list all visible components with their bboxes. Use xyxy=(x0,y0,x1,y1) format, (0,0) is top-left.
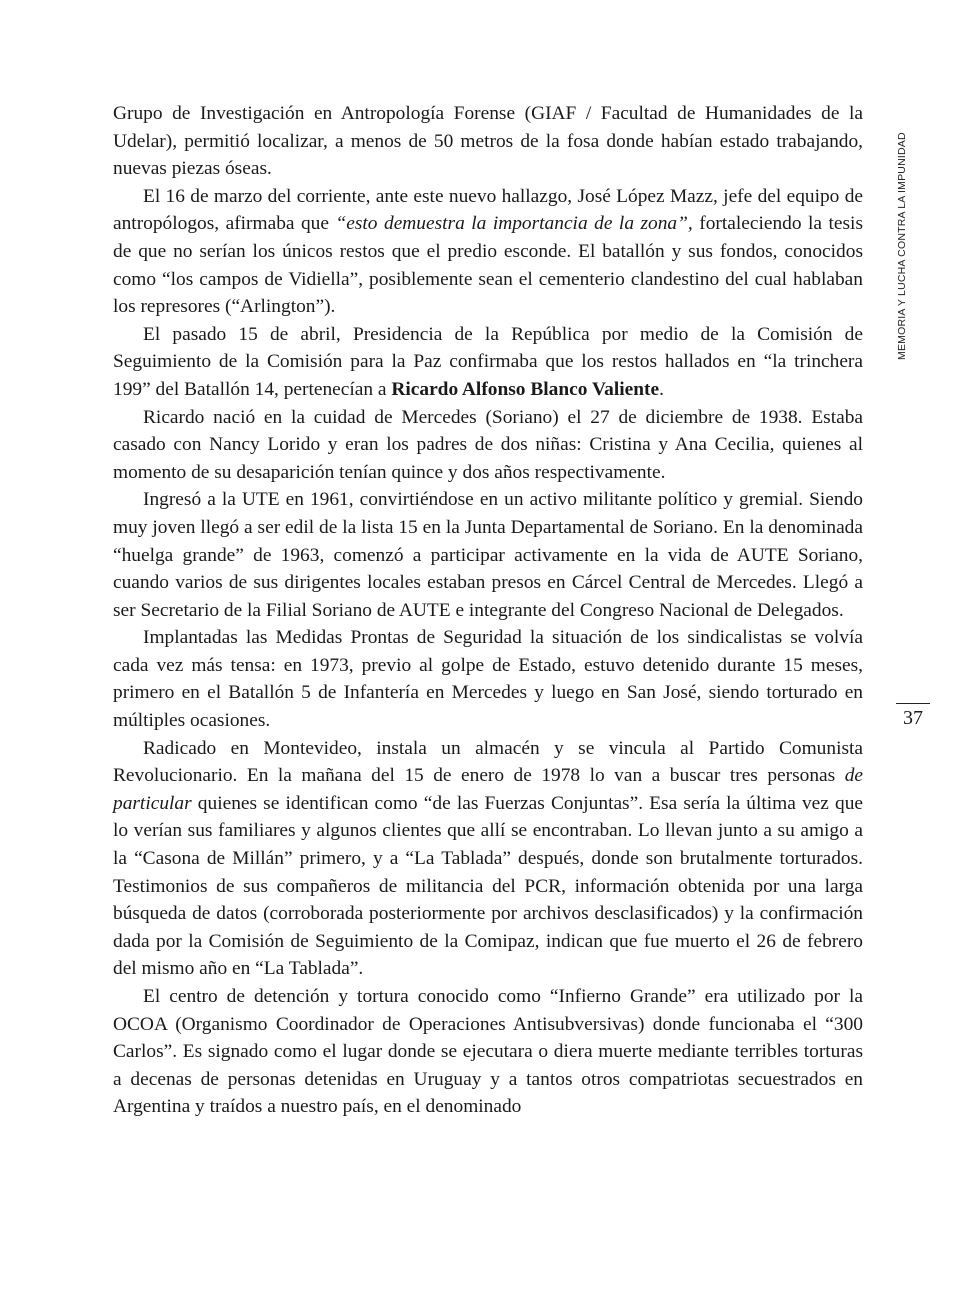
paragraph-2-quote: “esto demuestra la importancia de la zona”, xyxy=(335,213,693,235)
paragraph-2-text-after: fortaleciendo la tesis de que no serían los únicos restos que el predio esconde. El batallón y sus fondos, conocidos como “los campos de Vidiella”, posiblemente sean el cementerio clandestino del cual hablaban los represores (“Arlington”). xyxy=(113,213,863,318)
paragraph-3 xyxy=(113,321,863,404)
paragraph-1-text: Grupo de Investigación en Antropología Forense (GIAF / Facultad de Humanidades de la Udelar), permitió localizar, a menos de 50 metros de la fosa donde habían estado trabajando, nuevas piezas óseas. xyxy=(113,103,863,180)
paragraph-8 xyxy=(113,983,863,1121)
paragraph-7-text-after: quienes se identifican como “de las Fuerzas Conjuntas”. Esa sería la última vez que lo verían sus familiares y algunos clientes que allí se encontraban. Lo llevan junto a su amigo a la “Casona de Millán” primero, y a “La Tablada” después, donde son brutalmente torturados. Testimonios de sus compañeros de militancia del PCR, información obtenida por una larga búsqueda de datos (corroborada posteriormente por archivos desclasificados) y la confirmación dada por la Comisión de Seguimiento de la Comipaz, indican que fue muerto el 26 de febrero del mismo año en “La Tablada”. xyxy=(113,792,863,980)
folio-rule xyxy=(896,703,930,704)
body-text xyxy=(113,100,863,1121)
victim-name: Ricardo Alfonso Blanco Valiente xyxy=(391,378,660,400)
paragraph-2 xyxy=(113,183,863,321)
paragraph-4 xyxy=(113,404,863,487)
paragraph-4-text: Ricardo nació en la cuidad de Mercedes (Soriano) el 27 de diciembre de 1938. Estaba casado con Nancy Lorido y eran los padres de dos niñas: Cristina y Ana Cecilia, quienes al momento de su desaparición tenían quince y dos años respectivamente. xyxy=(113,406,863,483)
paragraph-6 xyxy=(113,624,863,734)
page-number: 37 xyxy=(903,707,923,729)
running-head: MEMORIA Y LUCHA CONTRA LA IMPUNIDAD xyxy=(896,132,908,360)
paragraph-7-italic: de particular xyxy=(113,765,863,814)
paragraph-3-text-before: El pasado 15 de abril, Presidencia de la República por medio de la Comisión de Seguimiento de la Comisión para la Paz confirmaba que los restos hallados en “la trinchera 199” del Batallón 14, pertenecían a xyxy=(113,323,863,400)
paragraph-8-text: El centro de detención y tortura conocido como “Infierno Grande” era utilizado por la OCOA (Organismo Coordinador de Operaciones Antisubversivas) donde funcionaba el “300 Carlos”. Es signado como el lugar donde se ejecutara o diera muerte mediante terribles torturas a decenas de personas detenidas en Uruguay y a tantos otros compatriotas secuestrados en Argentina y traídos a nuestro país, en el denominado xyxy=(113,986,863,1118)
paragraph-3-text-after: . xyxy=(659,378,664,400)
paragraph-1 xyxy=(113,100,863,183)
paragraph-7-text-before: Radicado en Montevideo, instala un almacén y se vincula al Partido Comunista Revolucionario. En la mañana del 15 de enero de 1978 lo van a buscar tres personas xyxy=(113,737,863,787)
paragraph-5 xyxy=(113,486,863,624)
paragraph-5-text: Ingresó a la UTE en 1961, convirtiéndose en un activo militante político y gremial. Siendo muy joven llegó a ser edil de la lista 15 en la Junta Departamental de Soriano. En la denominada “huelga grande” de 1963, comenzó a participar activamente en la vida de AUTE Soriano, cuando varios de sus dirigentes locales estaban presos en Cárcel Central de Mercedes. Llegó a ser Secretario de la Filial Soriano de AUTE e integrante del Congreso Nacional de Delegados. xyxy=(113,489,863,621)
paragraph-7 xyxy=(113,735,863,983)
paragraph-6-text: Implantadas las Medidas Prontas de Seguridad la situación de los sindicalistas se volvía cada vez más tensa: en 1973, previo al golpe de Estado, estuvo detenido durante 15 meses, primero en el Batallón 5 de Infantería en Mercedes y luego en San José, siendo torturado en múltiples ocasiones. xyxy=(113,627,863,732)
paragraph-2-text-before: El 16 de marzo del corriente, ante este nuevo hallazgo, José López Mazz, jefe del equipo de antropólogos, afirmaba que xyxy=(113,185,863,235)
